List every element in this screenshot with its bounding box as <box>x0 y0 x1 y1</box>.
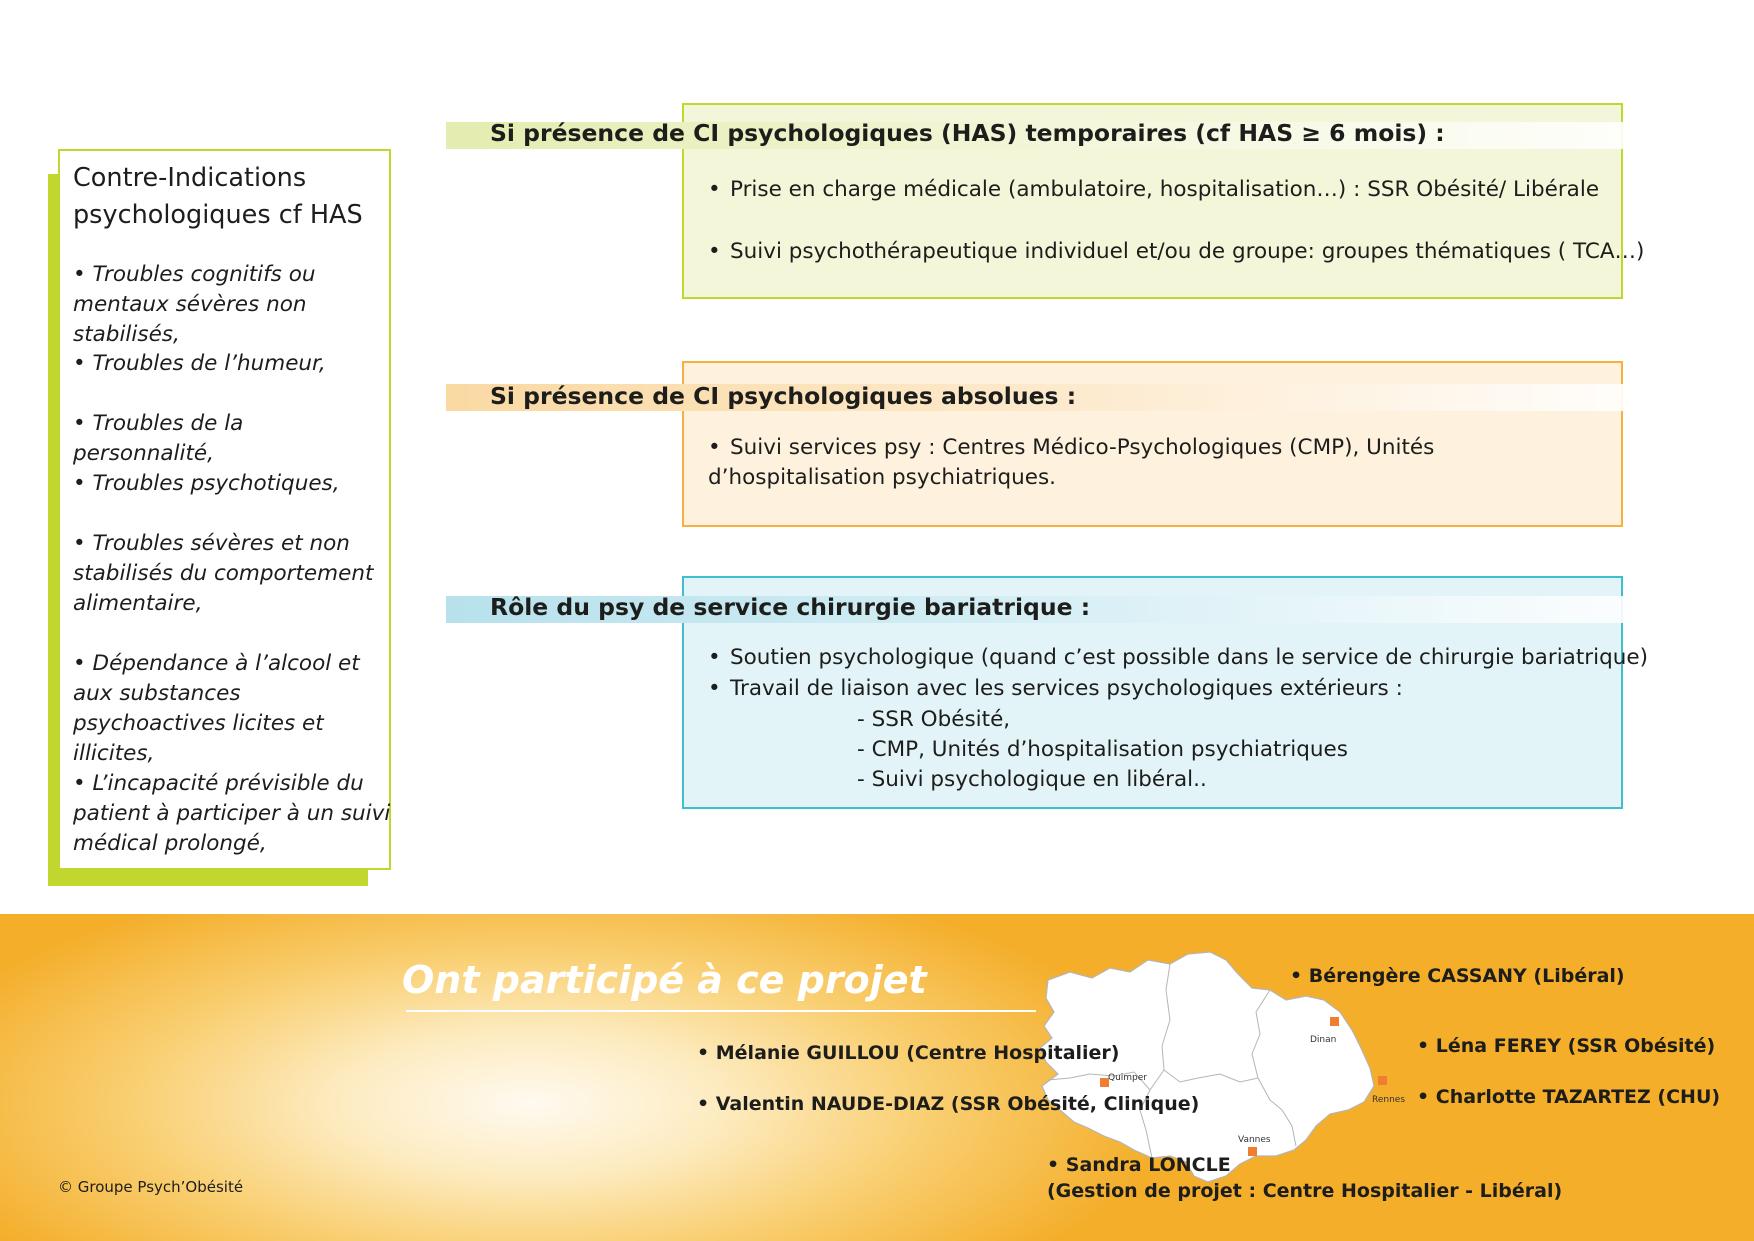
sub-item: - SSR Obésité, <box>857 707 1011 732</box>
footer-underline <box>406 1010 1036 1012</box>
city-marker <box>1330 1017 1339 1026</box>
city-marker <box>1248 1147 1257 1156</box>
bullet-text: Suivi services psy : Centres Médico-Psychologiques (CMP), Unités <box>730 435 1435 460</box>
city-marker <box>1378 1076 1387 1085</box>
bullet-item: • Suivi services psy : Centres Médico-Psychologiques (CMP), Unités <box>708 435 1435 460</box>
bullet-text: Travail de liaison avec les services psychologiques extérieurs : <box>730 676 1403 701</box>
contre-indications-title: Contre-Indications psychologiques cf HAS <box>73 163 363 230</box>
role-heading: Rôle du psy de service chirurgie bariatrique : <box>490 593 1091 621</box>
bullet-text: Soutien psychologique (quand c’est possible dans le service de chirurgie bariatrique) <box>730 645 1648 670</box>
ci-item: • Troubles de l’humeur, <box>73 351 326 376</box>
participant: • Valentin NAUDE-DIAZ (SSR Obésité, Clinique) <box>697 1093 1200 1115</box>
ci-item: • L’incapacité prévisible du patient à participer à un suivi médical prolongé, <box>73 771 391 856</box>
city-label: Rennes <box>1372 1095 1406 1105</box>
bullet-item: • Travail de liaison avec les services psychologiques extérieurs : <box>708 676 1403 701</box>
bullet-item: • Soutien psychologique (quand c’est possible dans le service de chirurgie bariatrique) <box>708 645 1648 670</box>
temporaires-heading: Si présence de CI psychologiques (HAS) temporaires (cf HAS ≥ 6 mois) : <box>490 119 1445 147</box>
absolues-heading: Si présence de CI psychologiques absolues : <box>490 382 1077 410</box>
city-label: Vannes <box>1238 1135 1271 1145</box>
participant: • Mélanie GUILLOU (Centre Hospitalier) <box>697 1042 1120 1064</box>
ci-item: • Troubles de la personnalité, <box>73 411 244 466</box>
participant: • Bérengère CASSANY (Libéral) <box>1290 965 1625 987</box>
sub-item: - CMP, Unités d’hospitalisation psychiatriques <box>857 737 1348 762</box>
ci-item: • Troubles cognitifs ou mentaux sévères non stabilisés, <box>73 262 316 347</box>
footer-title: Ont participé à ce projet <box>402 958 927 1002</box>
bullet-item: • Suivi psychothérapeutique individuel et/ou de groupe: groupes thématiques ( TCA…) <box>708 239 1645 264</box>
bullet-continuation: d’hospitalisation psychiatriques. <box>708 465 1056 490</box>
city-label: Quimper <box>1108 1073 1148 1083</box>
participant: • Sandra LONCLE <box>1047 1154 1231 1176</box>
ci-item: • Dépendance à l’alcool et aux substances psychoactives licites et illicites, <box>73 651 360 766</box>
city-label: Dinan <box>1310 1035 1337 1045</box>
bullet-text: Prise en charge médicale (ambulatoire, hospitalisation…) : SSR Obésité/ Libérale <box>730 177 1600 202</box>
participant-role: (Gestion de projet : Centre Hospitalier - Libéral) <box>1047 1180 1563 1202</box>
bullet-text: Suivi psychothérapeutique individuel et/ou de groupe: groupes thématiques ( TCA…) <box>730 239 1645 264</box>
participant: • Léna FEREY (SSR Obésité) <box>1417 1035 1716 1057</box>
bullet-item: • Prise en charge médicale (ambulatoire, hospitalisation…) : SSR Obésité/ Libérale <box>708 177 1600 202</box>
ci-item: • Troubles sévères et non stabilisés du comportement alimentaire, <box>73 531 374 616</box>
sub-item: - Suivi psychologique en libéral.. <box>857 767 1207 792</box>
participant: • Charlotte TAZARTEZ (CHU) <box>1417 1086 1721 1108</box>
copyright-notice: © Groupe Psych’Obésité <box>58 1178 244 1196</box>
ci-item: • Troubles psychotiques, <box>73 471 340 496</box>
